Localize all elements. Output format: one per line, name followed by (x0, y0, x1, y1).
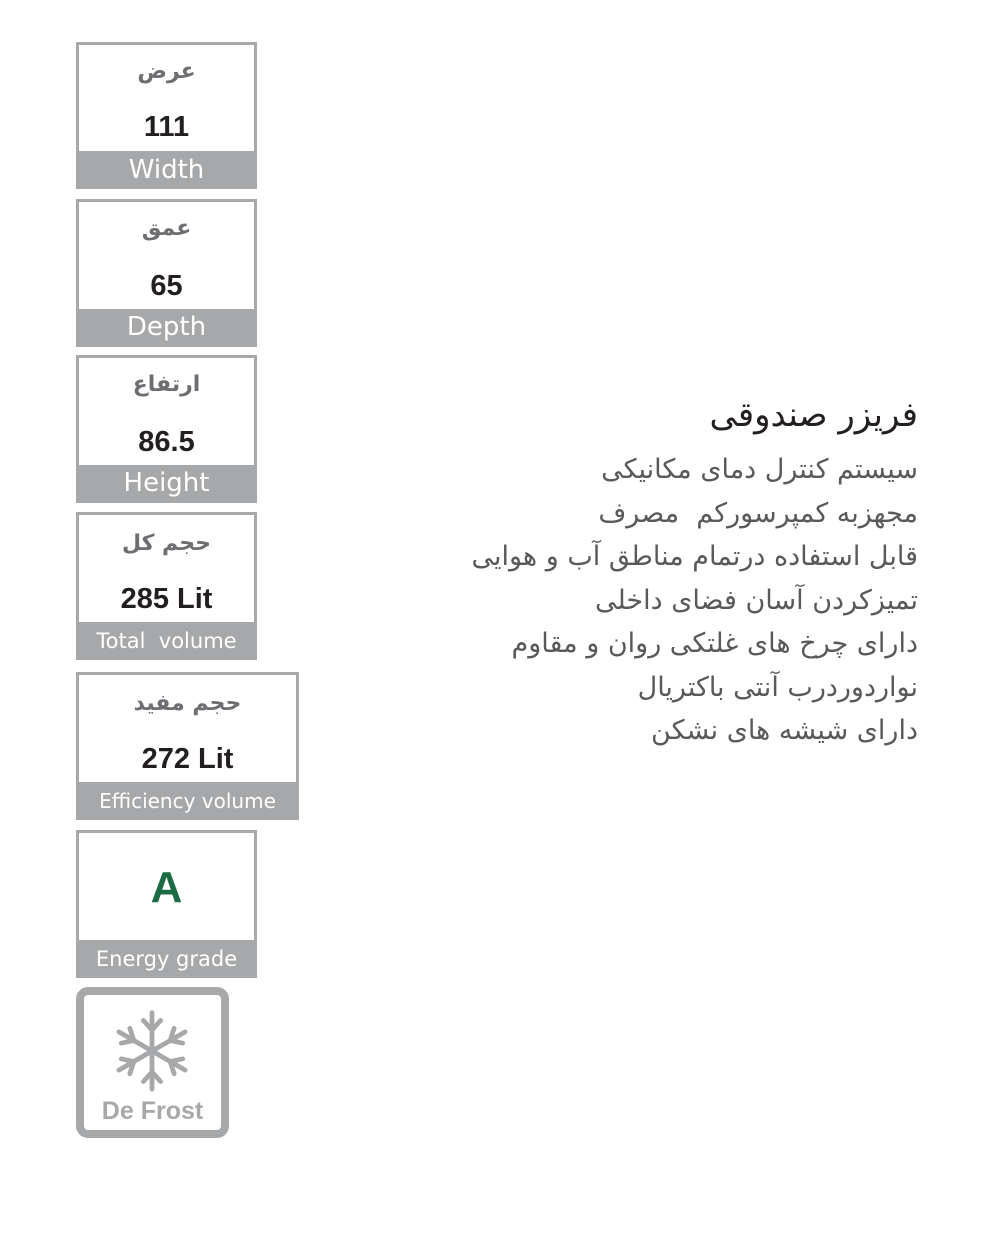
feature-item: قابل استفاده درتمام مناطق آب و هوایی (471, 541, 918, 572)
spec-label-fa: حجم کل (121, 531, 212, 556)
spec-label-fa: عمق (141, 216, 192, 241)
feature-item: نواردوردرب آنتی باکتریال (637, 671, 918, 703)
spec-label-en: Height (79, 465, 254, 500)
spec-card-total-volume (76, 512, 257, 660)
spec-card-efficiency-volume (76, 672, 299, 820)
spec-label-fa: حجم مفید (133, 691, 242, 716)
feature-item: سیستم کنترل دمای مکانیکی (601, 454, 918, 485)
energy-grade-card (76, 830, 257, 978)
spec-value: 285 Lit (120, 583, 213, 615)
spec-label-en: Total volume (79, 622, 254, 657)
feature-item: مجهزبه کمپرسورکم مصرف (598, 497, 918, 529)
feature-item: دارای شیشه های نشکن (651, 715, 918, 746)
feature-item: دارای چرخ های غلتکی روان و مقاوم (511, 628, 918, 659)
snowflake-icon (110, 1007, 194, 1095)
spec-value: 65 (150, 270, 183, 302)
energy-grade-label: Energy grade (79, 940, 254, 975)
spec-value: 111 (143, 111, 190, 143)
spec-card-height (76, 355, 257, 503)
energy-grade-value: A (150, 863, 183, 912)
spec-value: 272 Lit (141, 743, 234, 775)
spec-label-en: Width (79, 151, 254, 186)
spec-label-fa: عرض (137, 59, 196, 84)
defrost-label: De Frost (101, 1097, 204, 1125)
spec-card-width (76, 42, 257, 189)
product-features (400, 392, 918, 753)
spec-card-depth (76, 199, 257, 347)
feature-item: تمیزکردن آسان فضای داخلی (594, 584, 918, 616)
spec-value: 86.5 (138, 426, 195, 458)
spec-label-en: Depth (79, 309, 254, 344)
spec-label-en: Efficiency volume (79, 782, 296, 817)
defrost-badge (76, 987, 229, 1138)
product-title: فریزر صندوقی (709, 395, 918, 435)
spec-label-fa: ارتفاع (132, 372, 201, 397)
